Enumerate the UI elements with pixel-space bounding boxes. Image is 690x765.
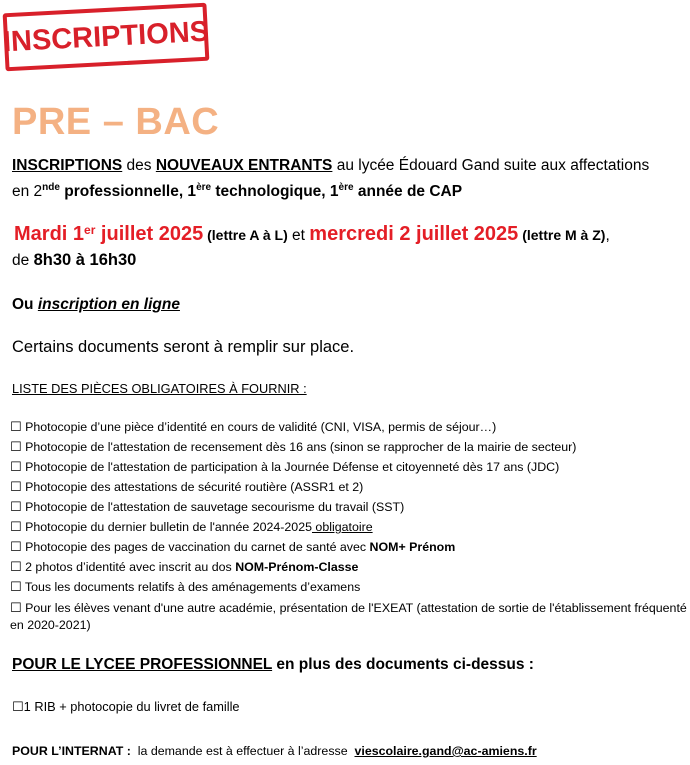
list-item: ☐ Tous les documents relatifs à des aménagements d’examens	[10, 577, 688, 597]
sup-er: er	[84, 223, 96, 237]
list-item: ☐ Photocopie du dernier bulletin de l'année 2024-2025 obligatoire	[10, 517, 688, 537]
sup-ere-2: ère	[338, 182, 354, 193]
list-item: ☐ Pour les élèves venant d'une autre académie, présentation de l'EXEAT (attestation de sortie de l'établissement fréquenté en 2020-2021)	[10, 600, 687, 632]
internat-email-link[interactable]: viescolaire.gand@ac-amiens.fr	[354, 744, 537, 758]
stamp-text: INSCRIPTIONS	[2, 15, 210, 58]
online-line	[12, 294, 180, 315]
inscriptions-stamp	[3, 3, 210, 72]
pro-rest: en plus des documents ci-dessus :	[272, 656, 534, 673]
date-2: mercredi 2 juillet 2025	[309, 223, 519, 246]
checkbox-icon[interactable]: ☐	[10, 539, 22, 554]
list-item: ☐ Photocopie d’une pièce d’identité en cours de validité (CNI, VISA, permis de séjour…)	[10, 417, 688, 437]
sup-ere-1: ère	[196, 182, 212, 193]
list-item: ☐ 2 photos d’identité avec inscrit au dos NOM-Prénom-Classe	[10, 557, 688, 577]
hours-prefix: de	[12, 252, 34, 269]
checkbox-icon[interactable]: ☐	[10, 479, 22, 494]
hours: 8h30 à 16h30	[33, 251, 137, 269]
online-inscription-link[interactable]: inscription en ligne	[37, 296, 180, 313]
pro-item-text: 1 RIB + photocopie du livret de famille	[23, 699, 240, 714]
hours-line	[12, 250, 136, 271]
date-1-rest: juillet 2025	[95, 223, 204, 246]
nom-prenom-classe-label: NOM-Prénom-Classe	[235, 560, 359, 574]
list-item: ☐ Photocopie de l'attestation de sauvetage secourisme du travail (SST)	[10, 497, 688, 517]
checkbox-icon[interactable]: ☐	[10, 579, 22, 594]
internat-text: la demande est à effectuer à l’adresse	[130, 744, 355, 758]
list-item: ☐ Photocopie des pages de vaccination du carnet de santé avec NOM+ Prénom	[10, 537, 688, 557]
sup-nde: nde	[42, 182, 60, 193]
intro-rest: au lycée Édouard Gand suite aux affectations	[332, 157, 650, 174]
checkbox-icon[interactable]: ☐	[10, 600, 22, 615]
dates-comma: ,	[605, 227, 610, 245]
list-item: ☐ Photocopie de l'attestation de participation à la Journée Défense et citoyenneté dès 17 ans (JDC)	[10, 457, 688, 477]
intro-cap: année de CAP	[353, 183, 463, 201]
documents-list	[10, 417, 688, 634]
date-2-letters: (lettre M à Z)	[518, 227, 606, 244]
list-title-text: LISTE DES PIÈCES OBLIGATOIRES À FOURNIR :	[12, 381, 307, 396]
dates-and: et	[287, 227, 310, 245]
pro-item	[12, 696, 240, 717]
checkbox-icon[interactable]: ☐	[10, 519, 22, 534]
intro-en-2: en 2	[12, 183, 43, 201]
obligatoire-label: obligatoire	[311, 520, 373, 534]
list-item: ☐ Photocopie des attestations de sécurité routière (ASSR1 et 2)	[10, 477, 688, 497]
intro-des: des	[122, 157, 156, 174]
checkbox-icon[interactable]: ☐	[12, 699, 24, 714]
checkbox-icon[interactable]: ☐	[10, 439, 22, 454]
checkbox-icon[interactable]: ☐	[10, 499, 22, 514]
checkbox-icon[interactable]: ☐	[10, 419, 22, 434]
pro-title: POUR LE LYCEE PROFESSIONNEL	[12, 656, 273, 673]
internat-line	[12, 744, 537, 758]
intro-nouveaux-entrants: NOUVEAUX ENTRANTS	[155, 157, 333, 174]
date-1: Mardi 1	[14, 223, 85, 246]
onsite-note: Certains documents seront à remplir sur place.	[12, 338, 355, 356]
checkbox-icon[interactable]: ☐	[10, 459, 22, 474]
nom-prenom-label: NOM+ Prénom	[369, 540, 456, 554]
list-item: ☐ Photocopie de l'attestation de recensement dès 16 ans (sinon se rapprocher de la mairie de secteur)	[10, 437, 688, 457]
intro-line-2	[12, 177, 462, 202]
internat-label: POUR L’INTERNAT :	[12, 744, 131, 758]
intro-professionnelle: professionnelle, 1	[59, 183, 197, 201]
date-1-letters: (lettre A à L)	[203, 227, 288, 244]
online-prefix: Ou	[12, 296, 38, 313]
page-title: PRE – BAC	[12, 101, 220, 143]
intro-technologique: technologique, 1	[211, 183, 339, 201]
list-title	[12, 378, 307, 399]
checkbox-icon[interactable]: ☐	[10, 559, 22, 574]
dates-line	[14, 220, 610, 246]
pro-heading	[12, 654, 534, 675]
intro-inscriptions: INSCRIPTIONS	[12, 157, 123, 174]
intro-line-1	[12, 155, 649, 176]
